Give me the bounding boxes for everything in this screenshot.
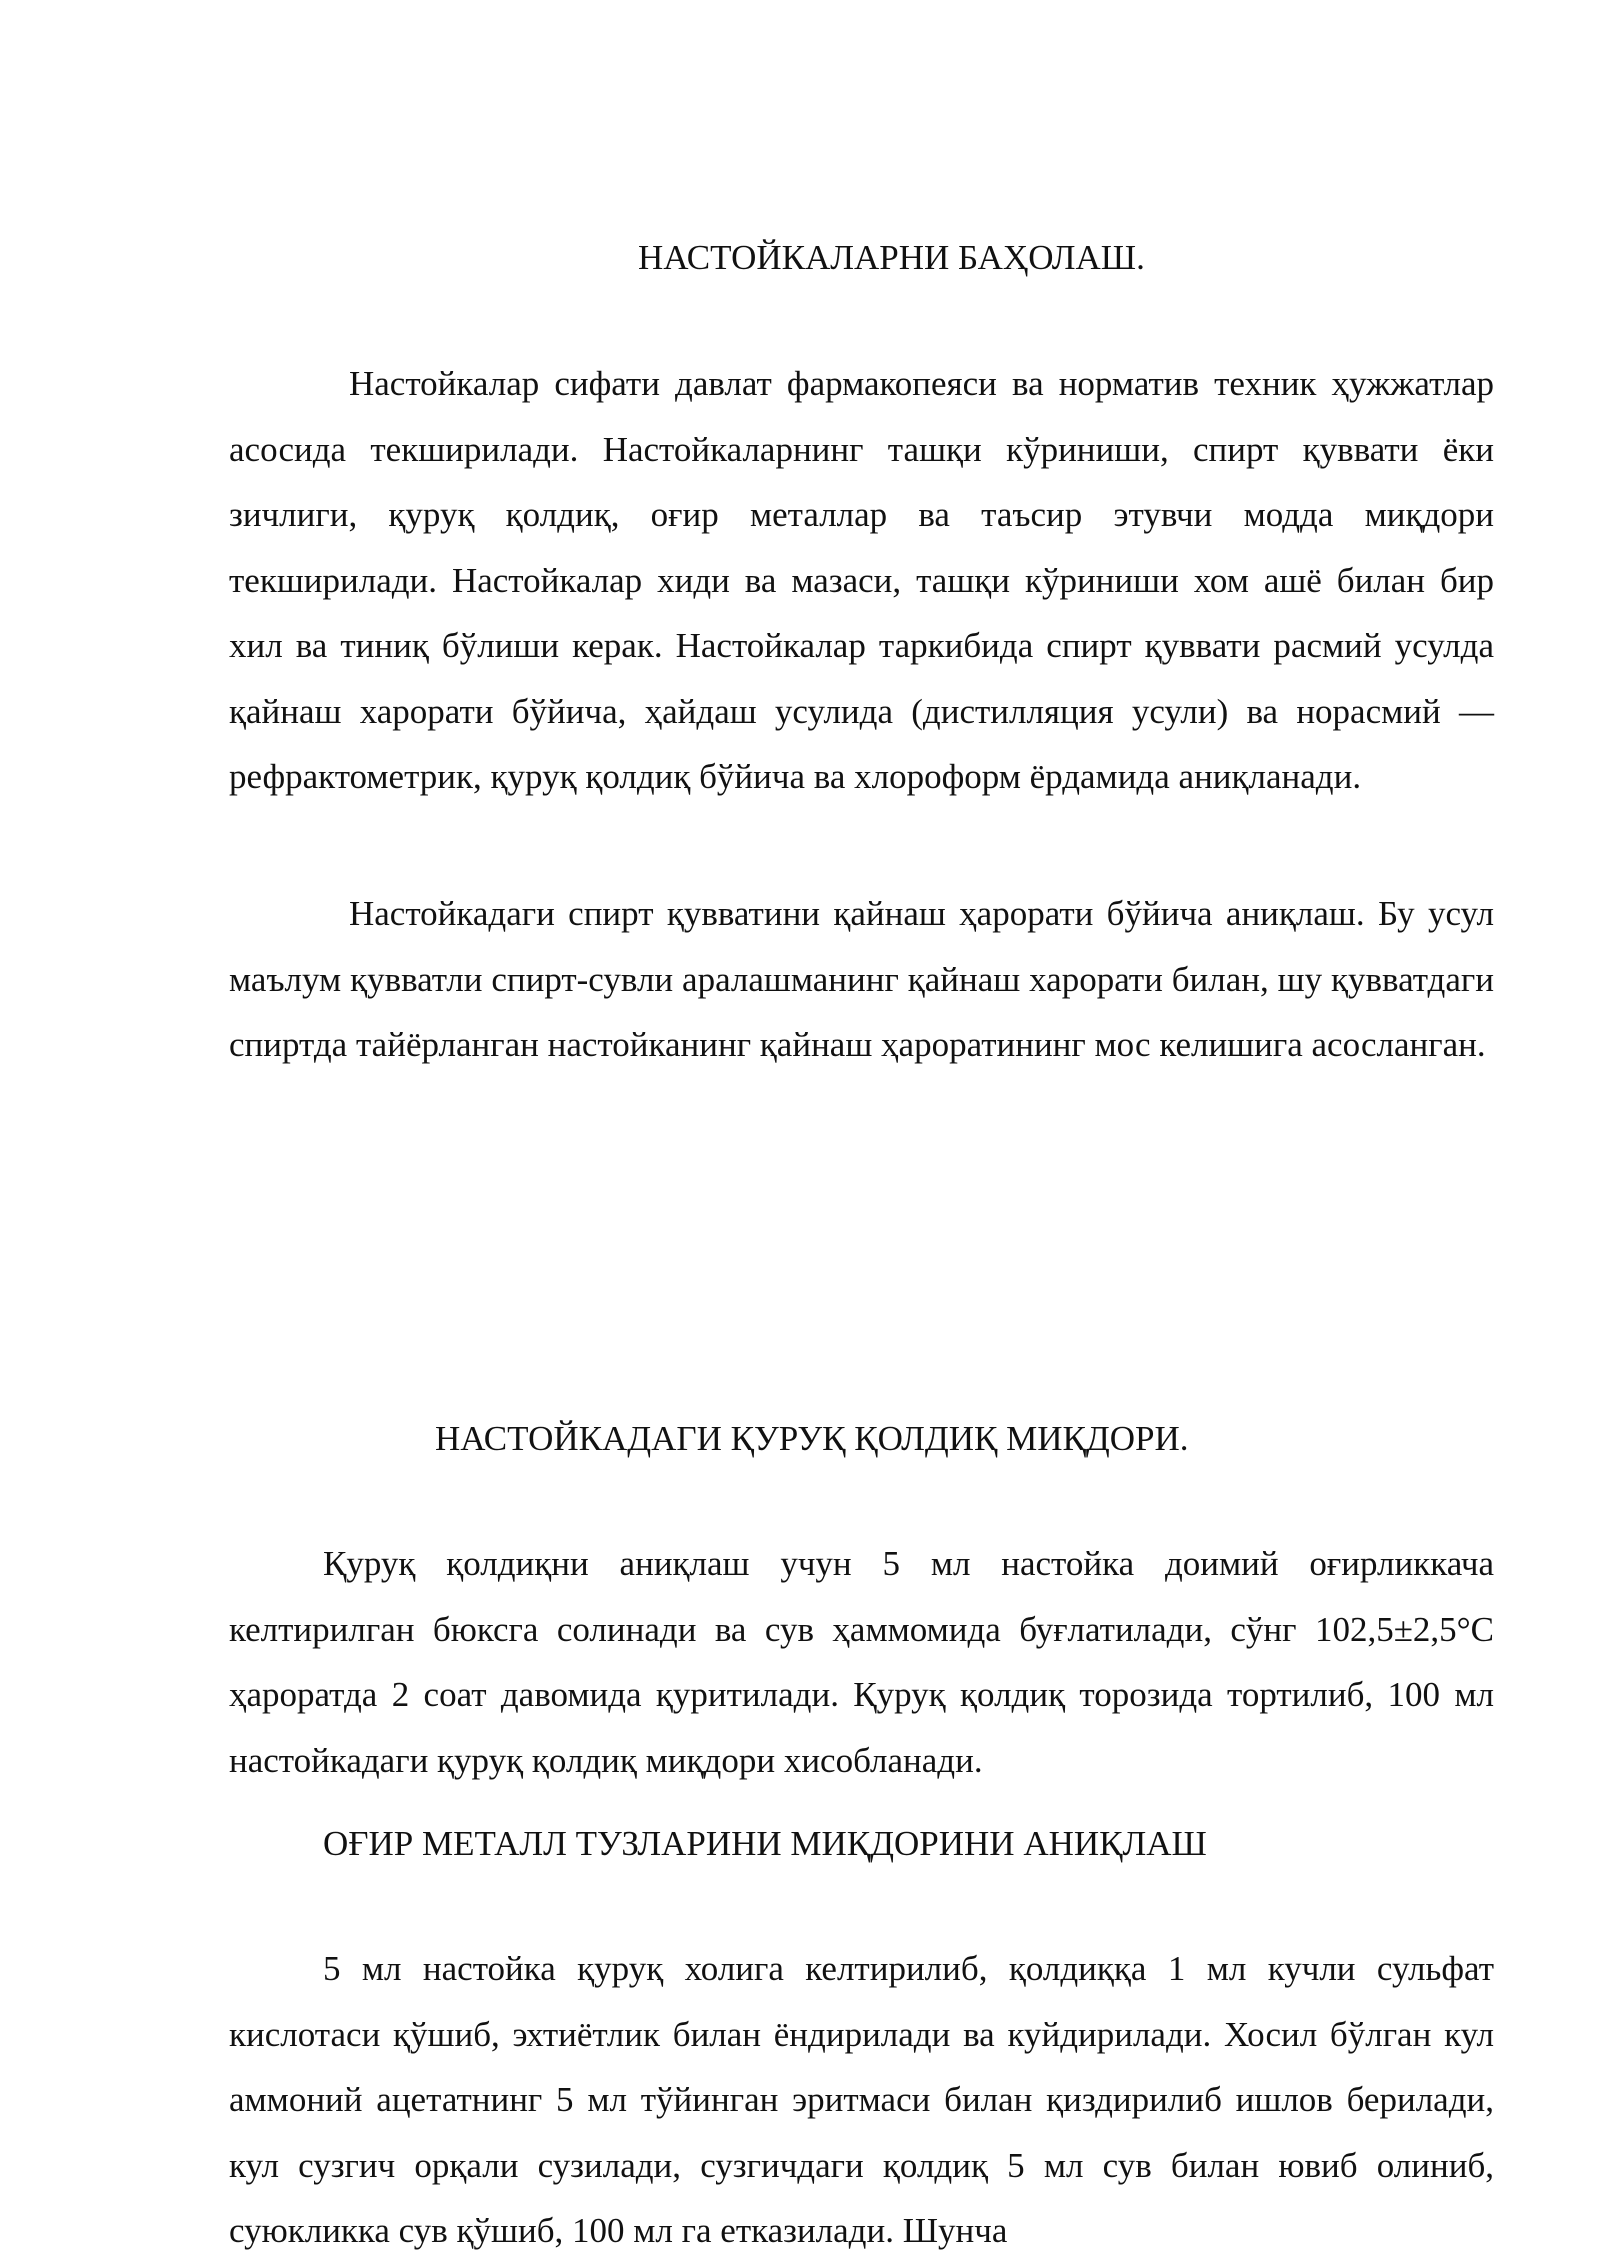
page-title: НАСТОЙКАЛАРНИ БАҲОЛАШ.	[638, 238, 1145, 277]
paragraph-dry-residue: Қуруқ қолдиқни аниқлаш учун 5 мл настойка доимий оғирликкача келтирилган бюксга солинади ва сув ҳаммомида буғлатилади, сўнг 102,5±2,5°С ҳароратда 2 соат давомида қуритилади. Қуруқ қолдиқ торозида тортилиб, 100 мл настойкадаги қуруқ қолдиқ миқдори хисобланади.	[229, 1544, 1494, 1780]
section-heading-heavy-metals: ОҒИР МЕТАЛЛ ТУЗЛАРИНИ МИҚДОРИНИ АНИҚЛАШ	[323, 1824, 1207, 1863]
paragraph-heavy-metals: 5 мл настойка қуруқ холига келтирилиб, қолдиққа 1 мл кучли сульфат кислотаси қўшиб, эхтиётлик билан ёндирилади ва куйдирилади. Хосил бўлган кул аммоний ацетатнинг 5 мл тўйинган эритмаси билан қиздирилиб ишлов берилади, кул сузгич орқали сузилади, сузгичдаги қолдиқ 5 мл сув билан ювиб олиниб, суюкликка сув қўшиб, 100 мл га етказилади. Шунча	[229, 1949, 1494, 2250]
document-page	[229, 218, 1494, 2250]
paragraph-quality-assessment: Настойкалар сифати давлат фармакопеяси ва норматив техник ҳужжатлар асосида текширилади. Настойкаларнинг ташқи кўриниши, спирт қуввати ёки зичлиги, қуруқ қолдиқ, оғир металлар ва таъсир этувчи модда миқдори текширилади. Настойкалар хиди ва мазаси, ташқи кўриниши хом ашё билан бир хил ва тиниқ бўлиши керак. Настойкалар таркибида спирт қуввати расмий усулда қайнаш харорати бўйича, ҳайдаш усулида (дистилляция усули) ва норасмий —рефрактометрик, қуруқ қолдиқ бўйича ва хлороформ ёрдамида аниқланади.	[229, 364, 1494, 796]
paragraph-alcohol-boiling-method: Настойкадаги спирт қувватини қайнаш ҳарорати бўйича аниқлаш. Бу усул маълум қувватли спирт-сувли аралашманинг қайнаш харорати билан, шу қувватдаги спиртда тайёрланган настойканинг қайнаш ҳароратининг мос келишига асосланган.	[229, 894, 1494, 1064]
section-heading-dry-residue: НАСТОЙКАДАГИ ҚУРУҚ ҚОЛДИҚ МИҚДОРИ.	[435, 1419, 1189, 1458]
